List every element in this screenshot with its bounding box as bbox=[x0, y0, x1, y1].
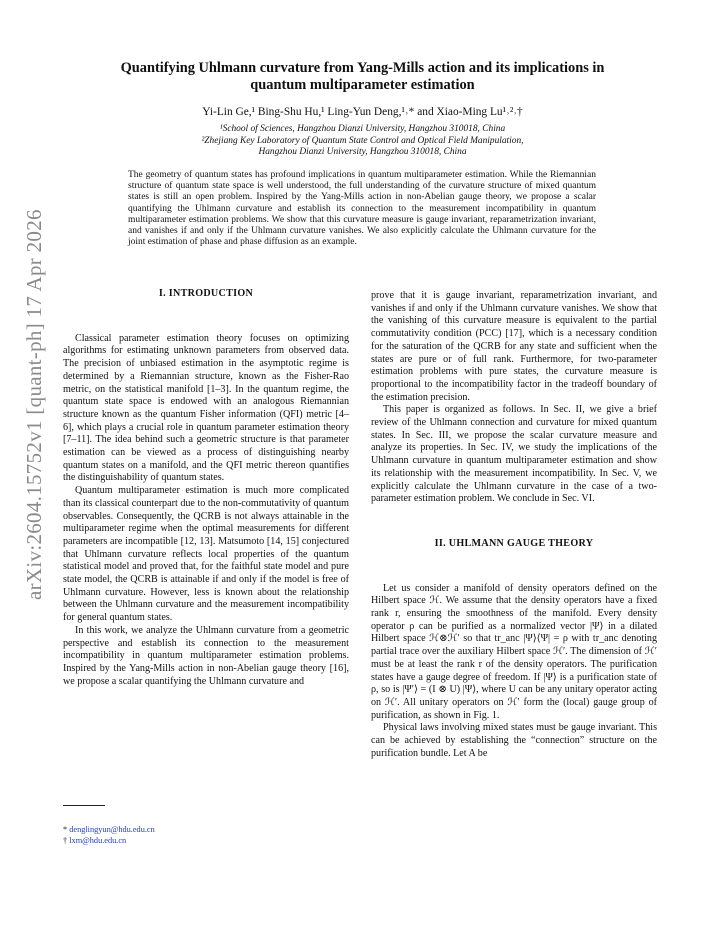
paper-title-line-2: quantum multiparameter estimation bbox=[250, 77, 475, 93]
footnote-2-email-link[interactable]: lxm@hdu.edu.cn bbox=[69, 836, 127, 845]
intro-paragraph-3-cont: prove that it is gauge invariant, reparametrization invariant, and vanishes if and only if the Uhlmann curvature vanishes. We show that the vanishing of this curvature measure is equivalent to the partial commutativity condition (PCC) [17], which is a necessary condition for the saturation of the QCRB for any state and sufficient when the states are pure or of full rank. Furthermore, for two-parameter estimation problems with pure states, the curvature measure is proportional to the incompatibility factor in the tradeoff boundary of the estimation precision. bbox=[371, 290, 657, 403]
affiliation-1: ¹School of Sciences, Hangzhou Dianzi University, Hangzhou 310018, China bbox=[219, 124, 506, 134]
footnote-1-mark: * bbox=[63, 825, 68, 834]
gauge-paragraph-1: Let us consider a manifold of density operators defined on the Hilbert space ℋ. We assume that the density operators have a fixed rank r, ensuring the smoothness of the manifold. Every density operator ρ can be purified as a normalized vector |Ψ⟩ in a dilated Hilbert space ℋ⊗ℋ′ so that tr_anc |Ψ⟩⟨Ψ| = ρ with tr_anc denoting partial trace over the auxiliary Hilbert space ℋ′. The dimension of ℋ′ must be at least the rank r of the density operators. The purification states have a gauge degree of freedom. If |Ψ⟩ is a purification state of ρ, so is |Ψ′⟩ = (I ⊗ U) |Ψ⟩, where U can be any unitary operator acting on ℋ′. All unitary operators on ℋ′ form the (local) gauge group of purification, as shown in Fig. 1. bbox=[371, 582, 657, 721]
author-list: Yi-Lin Ge,¹ Bing-Shu Hu,¹ Ling-Yun Deng,¹˒* and Xiao-Ming Lu¹˒²˒† bbox=[202, 106, 523, 118]
affiliation-2: ²Zhejiang Key Laboratory of Quantum State Control and Optical Field Manipulation, bbox=[201, 135, 524, 146]
footnote-1-email-link[interactable]: denglingyun@hdu.edu.cn bbox=[69, 825, 155, 834]
intro-paragraph-2: Quantum multiparameter estimation is much more complicated than its classical counterpart due to the non-commutativity of quantum observables. Consequently, the QCRB is not always attainable in the multiparameter regime when the optimal measurements for different parameters are incompatible [12, 13]. Matsumoto [14, 15] conjectured that Uhlmann curvature reflects local properties of the quantum statistical model and proved that, for the faithful state model and pure state model, the QCRB is attainable if and only if the model is free of Uhlmann curvature. However, less is known about the relationship between the Uhlmann curvature and the measurement incompatibility for general quantum states. bbox=[63, 485, 349, 624]
left-column bbox=[63, 288, 349, 688]
abstract: The geometry of quantum states has profound implications in quantum multiparameter estimation. While the Riemannian structure of quantum state space is well understood, the full understanding of the curvature structure of mixed quantum states is still an open problem. Inspired by the Yang-Mills action in non-Abelian gauge theory, we propose a scalar quantifying the Uhlmann curvature and establish its connection to the measurement incompatibility in quantum multiparameter estimation problems. We show that this curvature measure is gauge invariant, reparametrization invariant, and vanishes if and only if the Uhlmann curvature vanishes. We also explicitly calculate the Uhlmann curvature for the joint estimation of phase and phase diffusion as an example. bbox=[128, 170, 596, 248]
footnotes bbox=[63, 824, 349, 846]
affiliation-2-cont: Hangzhou Dianzi University, Hangzhou 310018, China bbox=[258, 147, 467, 158]
paper-title bbox=[70, 60, 655, 94]
arxiv-identifier-text: arXiv:2604.15752v1 [quant-ph] 17 Apr 2026 bbox=[22, 209, 46, 600]
right-column bbox=[371, 290, 657, 761]
affiliations bbox=[70, 124, 655, 159]
intro-paragraph-1: Classical parameter estimation theory focuses on optimizing algorithms for estimating unknown parameters from observed data. The precision of unbiased estimation in the asymptotic regime is determined by a Riemannian structure, known as the Fisher-Rao metric, on the statistical manifold [1–3]. In the quantum regime, the quantum state space is endowed with an analogous Riemannian structure known as the quantum Fisher information (QFI) metric [4–6], which plays a crucial role in quantum parameter estimation theory [7–11]. The idea behind such a geometric structure is that parameter estimation can be viewed as a process of distinguishing nearby quantum states on a manifold, and the QFI metric thereon quantifies the distinguishability of quantum states. bbox=[63, 332, 349, 484]
footnote-1 bbox=[63, 824, 349, 835]
paper-title-line-1: Quantifying Uhlmann curvature from Yang-Mills action and its implications in bbox=[120, 60, 605, 76]
section-heading-uhlmann-gauge-theory: II. UHLMANN GAUGE THEORY bbox=[434, 537, 594, 549]
section-heading-introduction: I. INTRODUCTION bbox=[158, 288, 254, 299]
intro-paragraph-3: In this work, we analyze the Uhlmann curvature from a geometric perspective and establish its connection to the measurement incompatibility in quantum multiparameter estimation problems. Inspired by the Yang-Mills action in non-Abelian gauge theory [16], we propose a scalar quantifying the Uhlmann curvature and bbox=[63, 624, 349, 687]
intro-paragraph-4: This paper is organized as follows. In Sec. II, we give a brief review of the Uhlmann connection and curvature for mixed quantum states. In Sec. III, we propose the scalar curvature measure and analyze its properties. In Sec. IV, we study the implications of the Uhlmann curvature in quantum multiparameter estimation and show its relationship with the measurement incompatibility. In Sec. V, we explicitly calculate the Uhlmann curvature in the case of a two-parameter estimation problem. We conclude in Sec. VI. bbox=[371, 404, 657, 505]
footnote-rule bbox=[63, 805, 105, 806]
gauge-paragraph-2: Physical laws involving mixed states must be gauge invariant. This can be achieved by establishing the “connection” structure on the purification bundle. Let A be bbox=[371, 722, 657, 759]
footnote-2 bbox=[63, 835, 349, 846]
footnote-2-mark: † bbox=[63, 836, 68, 845]
